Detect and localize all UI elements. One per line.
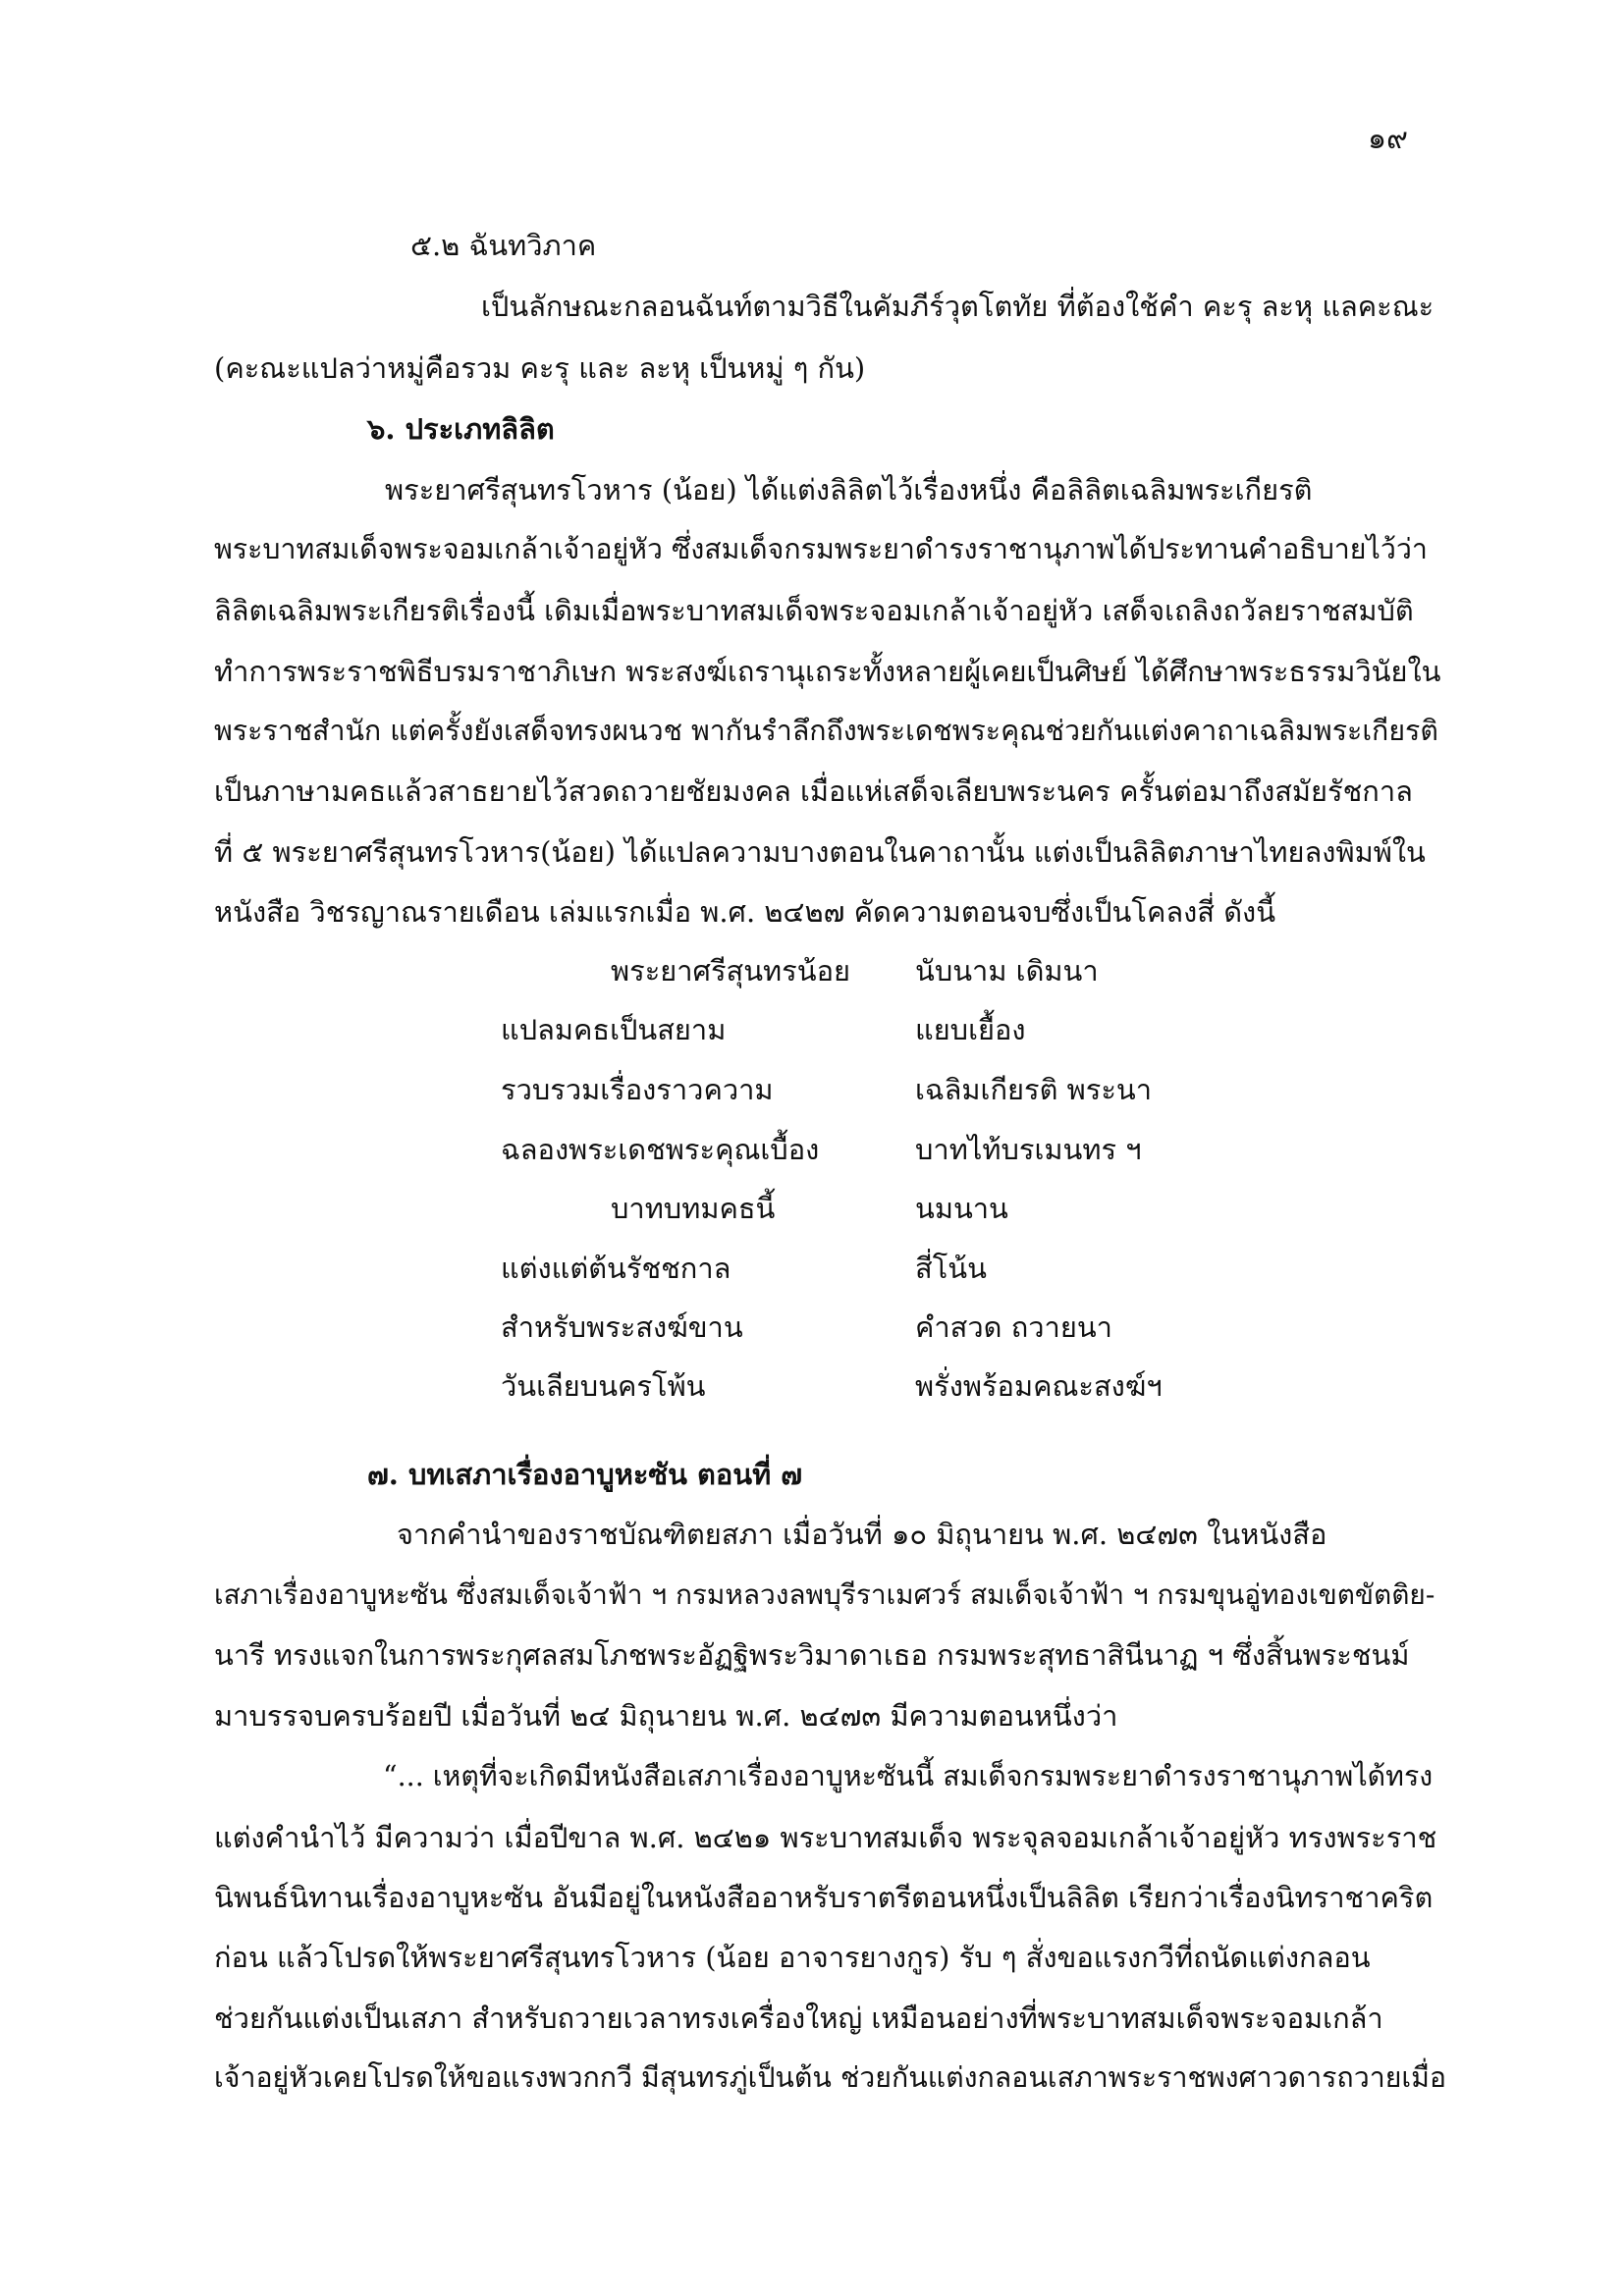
paragraph-line: พระบาทสมเด็จพระจอมเกล้าเจ้าอยู่หัว ซึ่งสมเด็จกรมพระยาดำรงราชานุภาพได้ประทานคำอธิบายไว้ว่า bbox=[214, 533, 1428, 565]
poem-line-left: สำหรับพระสงฆ์ขาน bbox=[501, 1310, 743, 1344]
poem-line-right: เฉลิมเกียรติ พระนา bbox=[915, 1073, 1153, 1106]
page-number: ๑๙ bbox=[1367, 122, 1408, 156]
paragraph-line: เป็นภาษามคธแล้วสาธยายไว้สวดถวายชัยมงคล เมื่อแห่เสด็จเลียบพระนคร ครั้นต่อมาถึงสมัยรัชกาล bbox=[214, 774, 1413, 808]
paragraph-line: จากคำนำของราชบัณฑิตยสภา เมื่อวันที่ ๑๐ มิถุนายน พ.ศ. ๒๔๗๓ ในหนังสือ bbox=[397, 1518, 1327, 1551]
paragraph-line: “... เหตุที่จะเกิดมีหนังสือเสภาเรื่องอาบูหะซันนี้ สมเด็จกรมพระยาดำรงราชานุภาพได้ทรง bbox=[383, 1760, 1434, 1792]
poem-line-right: พรั่งพร้อมคณะสงฆ์ฯ bbox=[915, 1369, 1163, 1403]
poem-line-left: แต่งแต่ต้นรัชชกาล bbox=[501, 1252, 731, 1285]
poem-line-left: บาทบทมคธนี้ bbox=[611, 1192, 776, 1225]
poem-line-left: พระยาศรีสุนทรน้อย bbox=[611, 954, 850, 988]
poem-line-right: คำสวด ถวายนา bbox=[915, 1310, 1112, 1344]
paragraph-line: (คะณะแปลว่าหมู่คือรวม คะรุ และ ละหุ เป็นหมู่ ๆ กัน) bbox=[214, 351, 866, 385]
poem-line-left: ฉลองพระเดชพระคุณเบื้อง bbox=[501, 1133, 820, 1166]
paragraph-line: ช่วยกันแต่งเป็นเสภา สำหรับถวายเวลาทรงเครื่องใหญ่ เหมือนอย่างที่พระบาทสมเด็จพระจอมเกล้า bbox=[214, 2002, 1383, 2035]
paragraph-line: เป็นลักษณะกลอนฉันท์ตามวิธีในคัมภีร์วุตโตทัย ที่ต้องใช้คำ คะรุ ละหุ แลคะณะ bbox=[481, 290, 1435, 323]
paragraph-line: แต่งคำนำไว้ มีความว่า เมื่อปีขาล พ.ศ. ๒๔๒๑ พระบาทสมเด็จ พระจุลจอมเกล้าเจ้าอยู่หัว ทรงพระราช bbox=[214, 1821, 1437, 1854]
paragraph-line: เสภาเรื่องอาบูหะซัน ซึ่งสมเด็จเจ้าฟ้า ฯ กรมหลวงลพบุรีราเมศวร์ สมเด็จเจ้าฟ้า ฯ กรมขุนอู่ทองเขตขัตติย- bbox=[214, 1578, 1435, 1611]
paragraph-line: ที่ ๕ พระยาศรีสุนทรโวหาร(น้อย) ได้แปลความบางตอนในคาถานั้น แต่งเป็นลิลิตภาษาไทยลงพิมพ์ใน bbox=[214, 835, 1426, 869]
paragraph-line: พระราชสำนัก แต่ครั้งยังเสด็จทรงผนวช พากันรำลึกถึงพระเดชพระคุณช่วยกันแต่งคาถาเฉลิมพระเกียรติ bbox=[214, 715, 1438, 747]
section-7-heading: ๗. บทเสภาเรื่องอาบูหะซัน ตอนที่ ๗ bbox=[367, 1458, 803, 1491]
poem-line-right: นมนาน bbox=[915, 1192, 1008, 1225]
paragraph-line: พระยาศรีสุนทรโวหาร (น้อย) ได้แต่งลิลิตไว้เรื่องหนึ่ง คือลิลิตเฉลิมพระเกียรติ bbox=[385, 473, 1313, 507]
paragraph-line: ลิลิตเฉลิมพระเกียรติเรื่องนี้ เดิมเมื่อพระบาทสมเด็จพระจอมเกล้าเจ้าอยู่หัว เสด็จเถลิงถวัลยราชสมบัติ bbox=[214, 594, 1414, 627]
paragraph-line: ก่อน แล้วโปรดให้พระยาศรีสุนทรโวหาร (น้อย อาจารยางกูร) รับ ๆ สั่งขอแรงกวีที่ถนัดแต่งกลอน bbox=[214, 1941, 1371, 1974]
poem-line-left: รวบรวมเรื่องราวความ bbox=[501, 1073, 774, 1106]
paragraph-line: นารี ทรงแจกในการพระกุศลสมโภชพระอัฏฐิพระวิมาดาเธอ กรมพระสุทธาสินีนาฏ ฯ ซึ่งสิ้นพระชนม์ bbox=[214, 1638, 1410, 1672]
poem-line-left: แปลมคธเป็นสยาม bbox=[501, 1013, 727, 1046]
poem-line-right: สี่โน้น bbox=[915, 1252, 987, 1285]
paragraph-line: เจ้าอยู่หัวเคยโปรดให้ขอแรงพวกกวี มีสุนทรภู่เป็นต้น ช่วยกันแต่งกลอนเสภาพระราชพงศาวดารถวายเมื่อ bbox=[214, 2061, 1447, 2094]
paragraph-line: หนังสือ วิชรญาณรายเดือน เล่มแรกเมื่อ พ.ศ. ๒๔๒๗ คัดความตอนจบซึ่งเป็นโคลงสี่ ดังนี้ bbox=[214, 895, 1276, 929]
poem-line-left: วันเลียบนครโพ้น bbox=[501, 1369, 706, 1403]
poem-line-right: บาทไท้บรเมนทร ฯ bbox=[915, 1133, 1142, 1166]
paragraph-line: นิพนธ์นิทานเรื่องอาบูหะซัน อันมีอยู่ในหนังสืออาหรับราตรีตอนหนึ่งเป็นลิลิต เรียกว่าเรื่องนิทราชาคริต bbox=[214, 1881, 1434, 1914]
poem-line-right: นับนาม เดิมนา bbox=[915, 954, 1099, 988]
paragraph-line: ทำการพระราชพิธีบรมราชาภิเษก พระสงฆ์เถรานุเถระทั้งหลายผู้เคยเป็นศิษย์ ได้ศึกษาพระธรรมวินัยใน bbox=[214, 655, 1441, 688]
paragraph-line: มาบรรจบครบร้อยปี เมื่อวันที่ ๒๔ มิถุนายน พ.ศ. ๒๔๗๓ มีความตอนหนึ่งว่า bbox=[214, 1699, 1118, 1733]
poem-line-right: แยบเยื้อง bbox=[915, 1013, 1026, 1046]
section-5-2-heading: ๕.๒ ฉันทวิภาค bbox=[410, 229, 597, 262]
section-6-heading: ๖. ประเภทลิลิต bbox=[367, 412, 555, 446]
